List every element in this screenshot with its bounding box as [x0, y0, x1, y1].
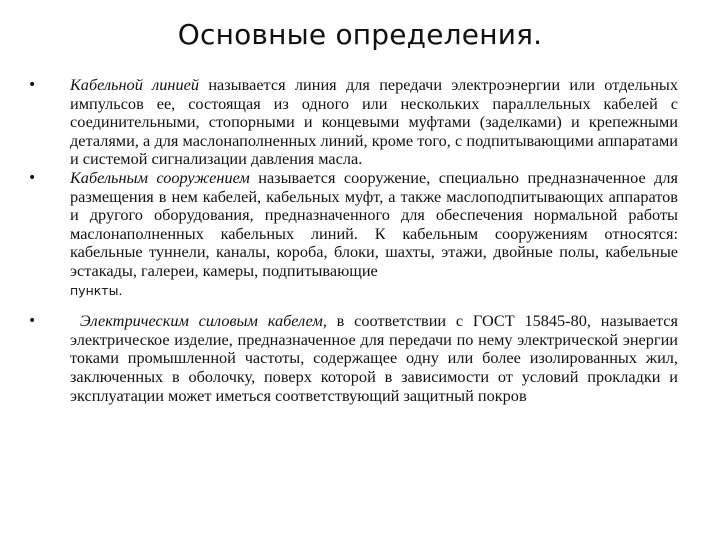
- definition-list: [28, 76, 678, 405]
- definition-cable-line: называется линия для передачи электроэнергии или отдельных импульсов ее, состоящая из одного или нескольких параллельных кабелей с соединительными, стопорными и концевыми муфтами (заделками) и крепежными деталями, а для маслонаполненных линий, кроме того, с подпитывающими аппаратами и системой сигнализации давления масла.: [70, 75, 678, 169]
- list-item-cable-line: [28, 76, 678, 169]
- bullet-icon: •: [28, 313, 37, 330]
- bullet-icon: •: [28, 169, 37, 186]
- definition-power-cable: в соответствии с ГОСТ 15845-80, называется электрическое изделие, предназначенное для передачи по нему электрической энергии токами промышленной частоты, содержащее одну или более изолированных жил, заключенных в оболочку, поверх которой в зависимости от условий прокладки и эксплуатации может иметься соответствующий защитный покров: [70, 311, 679, 405]
- list-item-power-cable: [28, 312, 678, 405]
- definition-cable-structure-tail: пункты.: [70, 282, 123, 298]
- term-cable-structure: Кабельным сооружением: [70, 167, 250, 187]
- term-cable-line: Кабельной линией: [70, 75, 199, 94]
- term-power-cable: Электрическим силовым кабелем,: [80, 311, 327, 331]
- slide-title: Основные определения.: [177, 18, 543, 51]
- bullet-icon: •: [28, 77, 37, 93]
- list-item-cable-structure: [28, 169, 678, 300]
- definition-cable-structure: называется сооружение, специально предназначенное для размещения в нем кабелей, кабельных муфт, а также маслоподпитывающих аппаратов и другого оборудования, предназначенного для обеспечения нормальной работы маслонаполненных кабельных линий. К кабельным сооружениям относятся: кабельные туннели, каналы, короба, блоки, шахты, этажи, двойные полы, кабельные эстакады, галереи, камеры, подпитывающие: [70, 167, 679, 280]
